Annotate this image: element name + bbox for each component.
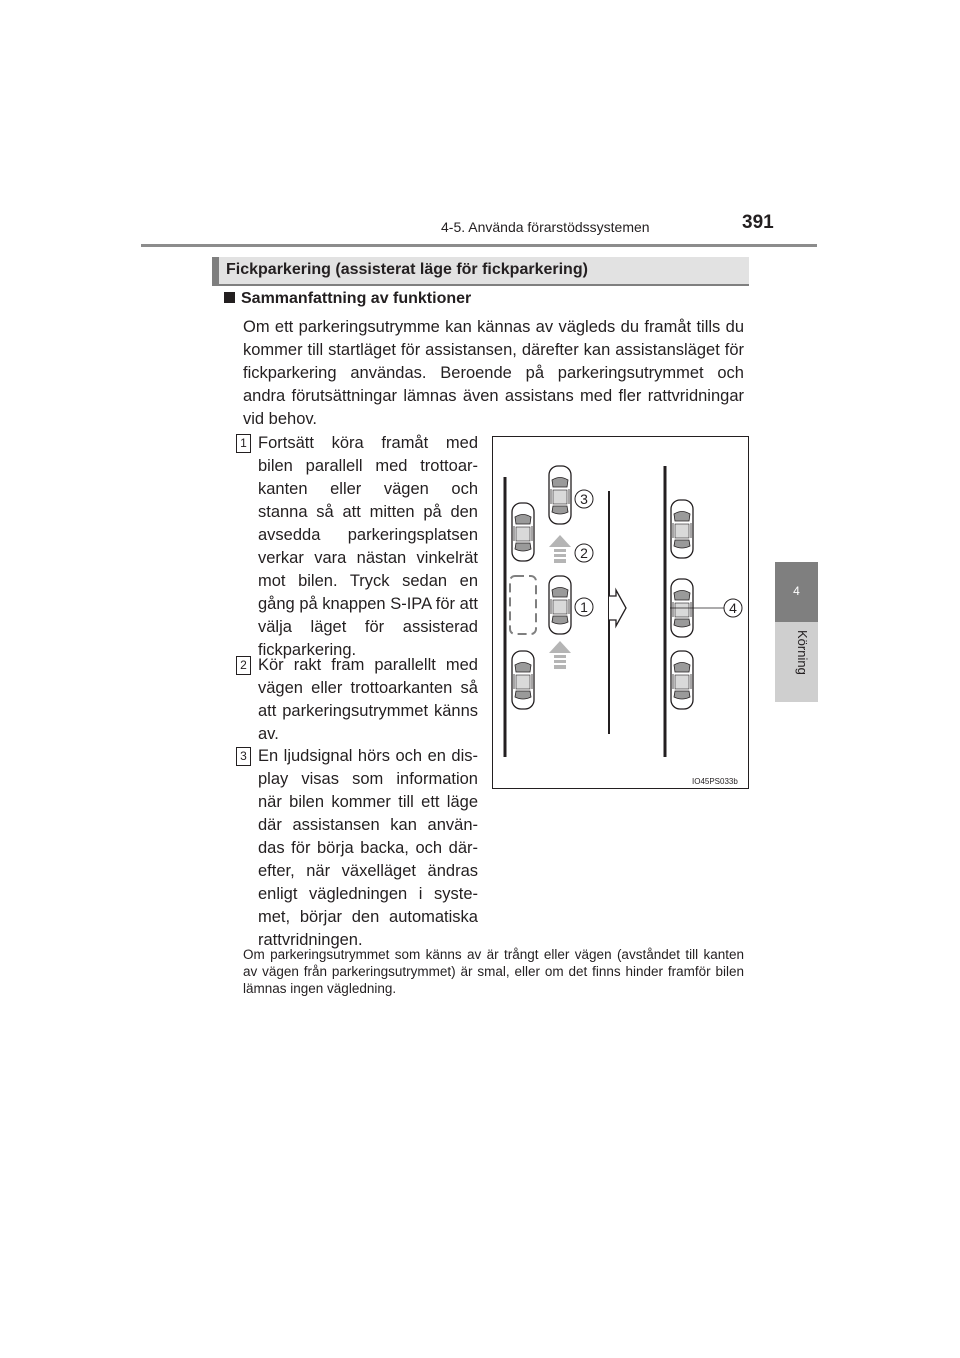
square-bullet-icon <box>224 292 235 303</box>
running-header-section: 4-5. Använda förarstödssystemen <box>441 219 650 235</box>
callout-4 <box>724 599 742 617</box>
chapter-tab <box>775 562 818 622</box>
page-number: 391 <box>742 212 774 233</box>
parked-car-right-bottom <box>671 651 693 709</box>
svg-text:2: 2 <box>580 545 588 561</box>
figure-code: IO45PS033b <box>692 777 738 786</box>
step-number: 3 <box>236 747 251 766</box>
svg-text:1: 1 <box>580 599 588 615</box>
section-title-bar <box>212 257 749 286</box>
callout-1 <box>575 598 593 616</box>
section-title: Fickparkering (assisterat läge för fickparkering) <box>226 261 588 278</box>
step-text: En ljudsignal hörs och en display visas som information när bilen kommer till ett läge där assistansen kan användas för börja backa, och därefter, när växelläget ändras enligt vägledningen i systemet, börjar den automatiska rattvridningen. <box>258 747 478 949</box>
subheading <box>224 290 471 308</box>
intro-paragraph: Om ett parkeringsutrymme kan kännas av vägleds du framåt tills du kommer till startläget för assistansen, därefter kan assistansläget för fickparkering användas. Beroende på parkeringsutrymmet och andra förutsättningar lämnas även assistans med fler rattvridningar vid behov. <box>243 318 744 428</box>
section-title-accent <box>212 257 219 286</box>
parked-car-right-top <box>671 500 693 558</box>
parking-diagram <box>492 436 749 789</box>
step-text: Kör rakt fram parallellt med vägen eller trottoarkanten så att parkeringsutrymmet känns av. <box>258 656 478 743</box>
svg-text:3: 3 <box>580 491 588 507</box>
vehicle-position-3 <box>549 466 571 524</box>
chapter-label: Körning <box>795 630 810 675</box>
step-text: Fortsätt köra framåt med bilen parallell med trottoarkanten eller vägen och stanna så att mitten på den avsedda parkeringsplatsen verkar vara nästan vinkelrät mot bilen. Tryck sedan en gång på knappen S-IPA för att välja läget för assisterad fickparkering. <box>258 434 478 659</box>
header-divider <box>141 244 817 247</box>
step-number: 2 <box>236 656 251 675</box>
callout-2 <box>575 544 593 562</box>
chapter-number: 4 <box>793 584 800 598</box>
parked-car-left-top <box>512 503 534 561</box>
svg-text:4: 4 <box>729 600 737 616</box>
subheading-text: Sammanfattning av funktioner <box>241 290 472 307</box>
parked-car-left-bottom <box>512 651 534 709</box>
callout-3 <box>575 490 593 508</box>
step-number: 1 <box>236 434 251 453</box>
note-paragraph: Om parkeringsutrymmet som känns av är trångt eller vägen (avståndet till kanten av vägen från parkeringsutrymmet) är smal, eller om det finns hinder framför bilen lämnas ingen vägledning. <box>243 947 744 996</box>
vehicle-position-1 <box>549 576 571 634</box>
